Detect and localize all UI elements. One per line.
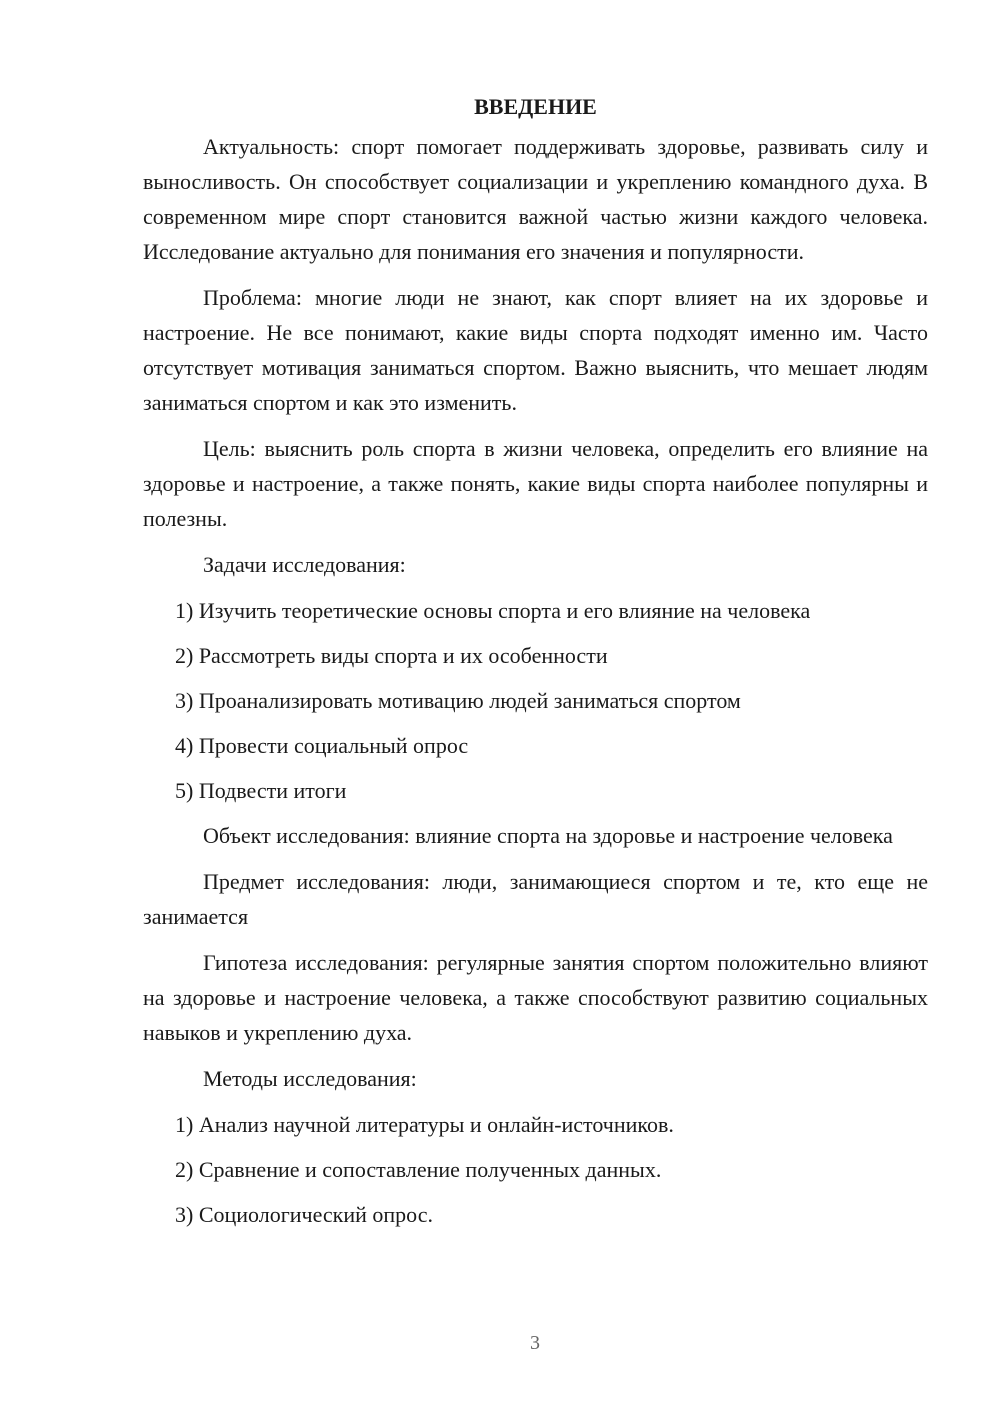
methods-list	[143, 1107, 928, 1232]
list-item: 1) Изучить теоретические основы спорта и его влияние на человека	[175, 598, 811, 623]
page-title: ВВЕДЕНИЕ	[474, 94, 597, 119]
tasks-list	[143, 593, 928, 808]
list-item: 2) Рассмотреть виды спорта и их особенности	[175, 643, 608, 668]
paragraph-problem: Проблема: многие люди не знают, как спорт влияет на их здоровье и настроение. Не все понимают, какие виды спорта подходят именно им. Часто отсутствует мотивация заниматься спортом. Важно выяснить, что мешает людям заниматься спортом и как это изменить.	[143, 285, 928, 415]
paragraph-subject: Предмет исследования: люди, занимающиеся спортом и те, кто еще не занимается	[143, 869, 928, 929]
tasks-heading: Задачи исследования:	[203, 552, 406, 577]
paragraph-object: Объект исследования: влияние спорта на здоровье и настроение человека	[203, 823, 893, 848]
list-item: 2) Сравнение и сопоставление полученных данных.	[175, 1157, 662, 1182]
list-item: 5) Подвести итоги	[175, 778, 347, 803]
list-item: 3) Проанализировать мотивацию людей заниматься спортом	[175, 688, 741, 713]
paragraph-relevance: Актуальность: спорт помогает поддерживать здоровье, развивать силу и выносливость. Он способствует социализации и укреплению командного духа. В современном мире спорт становится важной частью жизни каждого человека. Исследование актуально для понимания его значения и популярности.	[143, 134, 928, 264]
list-item: 4) Провести социальный опрос	[175, 733, 469, 758]
page-number: 3	[530, 1332, 540, 1354]
document-page	[143, 92, 928, 1242]
paragraph-goal: Цель: выяснить роль спорта в жизни человека, определить его влияние на здоровье и настроение, а также понять, какие виды спорта наиболее популярны и полезны.	[143, 436, 928, 531]
list-item: 1) Анализ научной литературы и онлайн-источников.	[175, 1112, 674, 1137]
methods-heading: Методы исследования:	[203, 1066, 417, 1091]
list-item: 3) Социологический опрос.	[175, 1202, 433, 1227]
paragraph-hypothesis: Гипотеза исследования: регулярные занятия спортом положительно влияют на здоровье и настроение человека, а также способствуют развитию социальных навыков и укреплению духа.	[143, 950, 928, 1045]
